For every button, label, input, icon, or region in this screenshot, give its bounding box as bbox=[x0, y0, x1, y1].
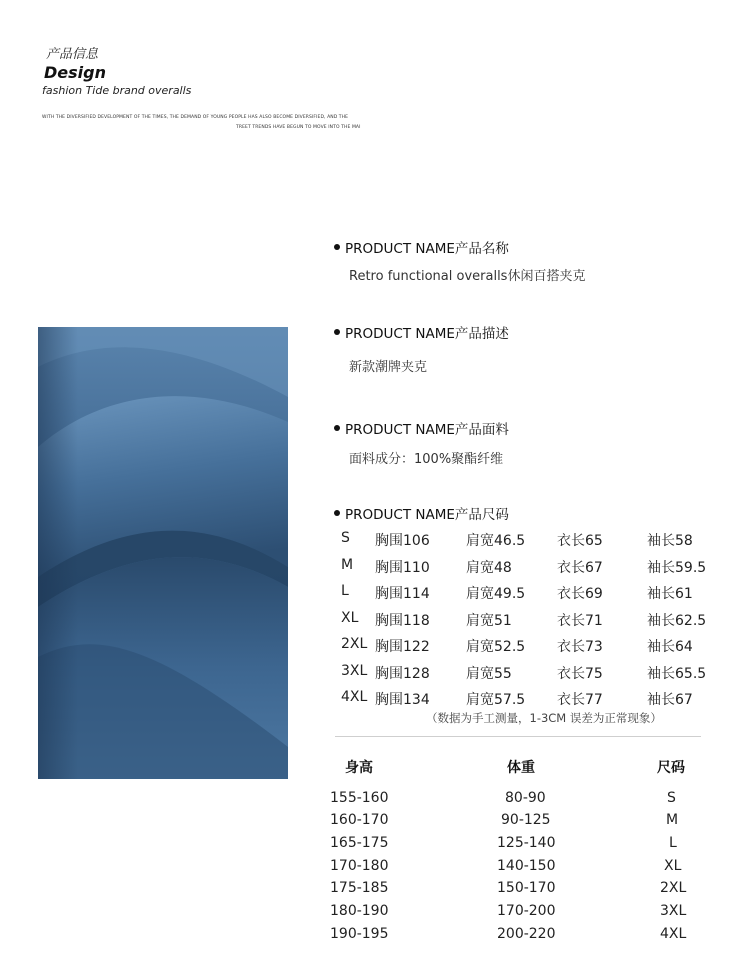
tagline-line-2: TREET TRENDS HAVE BEGUN TO MOVE INTO THE MAI bbox=[236, 125, 361, 130]
sleeve-value: 袖长65.5 bbox=[647, 666, 707, 682]
bullet-icon bbox=[334, 244, 340, 250]
shoulder-value: 肩宽48 bbox=[466, 560, 512, 576]
weight-cell: 170-200 bbox=[497, 903, 556, 919]
size-label: 2XL bbox=[341, 636, 368, 652]
height-cell: 165-175 bbox=[330, 835, 389, 851]
design-subtitle: fashion Tide brand overalls bbox=[42, 84, 192, 97]
size-label: M bbox=[341, 557, 354, 573]
chest-value: 胸围134 bbox=[375, 692, 430, 708]
design-heading: Design bbox=[44, 63, 106, 82]
product-size-title bbox=[334, 503, 509, 523]
chest-value: 胸围128 bbox=[375, 666, 430, 682]
weight-header: 体重 bbox=[507, 760, 535, 776]
sleeve-value: 袖长64 bbox=[647, 639, 693, 655]
bullet-icon bbox=[334, 510, 340, 516]
height-cell: 175-185 bbox=[330, 880, 389, 896]
size-cell: 3XL bbox=[660, 903, 687, 919]
sleeve-value: 袖长61 bbox=[647, 586, 693, 602]
size-cell: M bbox=[666, 812, 679, 828]
weight-cell: 200-220 bbox=[497, 926, 556, 942]
section-label: 产品信息 bbox=[46, 47, 99, 62]
tagline-line-1: WITH THE DIVERSIFIED DEVELOPMENT OF THE TIMES, THE DEMAND OF YOUNG PEOPLE HAS ALSO BECOME DIVERSIFIED, AND THE bbox=[42, 115, 349, 120]
fabric-photo bbox=[38, 327, 288, 779]
weight-cell: 125-140 bbox=[497, 835, 556, 851]
product-name-title bbox=[334, 237, 509, 257]
bullet-icon bbox=[334, 329, 340, 335]
height-cell: 180-190 bbox=[330, 903, 389, 919]
shoulder-value: 肩宽55 bbox=[466, 666, 512, 682]
length-value: 衣长71 bbox=[557, 613, 603, 629]
chest-value: 胸围118 bbox=[375, 613, 430, 629]
product-description-value: 新款潮牌夹克 bbox=[349, 360, 428, 375]
height-cell: 160-170 bbox=[330, 812, 389, 828]
length-value: 衣长65 bbox=[557, 533, 603, 549]
shoulder-value: 肩宽57.5 bbox=[466, 692, 526, 708]
product-fabric-value: 面料成分：100%聚酯纤维 bbox=[349, 452, 504, 467]
length-value: 衣长77 bbox=[557, 692, 603, 708]
measurement-note: （数据为手工测量，1-3CM 误差为正常现象） bbox=[426, 711, 662, 725]
chest-value: 胸围122 bbox=[375, 639, 430, 655]
size-cell: 2XL bbox=[660, 880, 687, 896]
chest-value: 胸围106 bbox=[375, 533, 430, 549]
size-label: S bbox=[341, 530, 350, 546]
product-fabric-title bbox=[334, 418, 509, 438]
size-label: L bbox=[341, 583, 349, 599]
sleeve-value: 袖长62.5 bbox=[647, 613, 707, 629]
size-cell: 4XL bbox=[660, 926, 687, 942]
product-name-value: Retro functional overalls休闲百搭夹克 bbox=[349, 269, 586, 284]
size-label: 4XL bbox=[341, 689, 368, 705]
chest-value: 胸围110 bbox=[375, 560, 430, 576]
height-header: 身高 bbox=[345, 760, 373, 776]
bullet-icon bbox=[334, 425, 340, 431]
section-title-text: PRODUCT NAME产品描述 bbox=[345, 326, 509, 342]
section-title-text: PRODUCT NAME产品面料 bbox=[345, 422, 509, 438]
size-label: 3XL bbox=[341, 663, 368, 679]
sleeve-value: 袖长58 bbox=[647, 533, 693, 549]
shoulder-value: 肩宽52.5 bbox=[466, 639, 526, 655]
length-value: 衣长73 bbox=[557, 639, 603, 655]
size-cell: L bbox=[669, 835, 677, 851]
weight-cell: 150-170 bbox=[497, 880, 556, 896]
weight-cell: 90-125 bbox=[501, 812, 551, 828]
height-cell: 190-195 bbox=[330, 926, 389, 942]
shoulder-value: 肩宽49.5 bbox=[466, 586, 526, 602]
size-cell: XL bbox=[664, 858, 682, 874]
length-value: 衣长75 bbox=[557, 666, 603, 682]
height-cell: 155-160 bbox=[330, 790, 389, 806]
section-title-text: PRODUCT NAME产品名称 bbox=[345, 241, 509, 257]
weight-cell: 140-150 bbox=[497, 858, 556, 874]
chest-value: 胸围114 bbox=[375, 586, 430, 602]
sleeve-value: 袖长67 bbox=[647, 692, 693, 708]
section-title-text: PRODUCT NAME产品尺码 bbox=[345, 507, 509, 523]
product-description-title bbox=[334, 322, 509, 342]
sleeve-value: 袖长59.5 bbox=[647, 560, 707, 576]
divider bbox=[335, 736, 701, 737]
size-header: 尺码 bbox=[657, 760, 685, 776]
shoulder-value: 肩宽51 bbox=[466, 613, 512, 629]
size-label: XL bbox=[341, 610, 359, 626]
shoulder-value: 肩宽46.5 bbox=[466, 533, 526, 549]
length-value: 衣长67 bbox=[557, 560, 603, 576]
size-cell: S bbox=[667, 790, 676, 806]
weight-cell: 80-90 bbox=[505, 790, 546, 806]
length-value: 衣长69 bbox=[557, 586, 603, 602]
height-cell: 170-180 bbox=[330, 858, 389, 874]
